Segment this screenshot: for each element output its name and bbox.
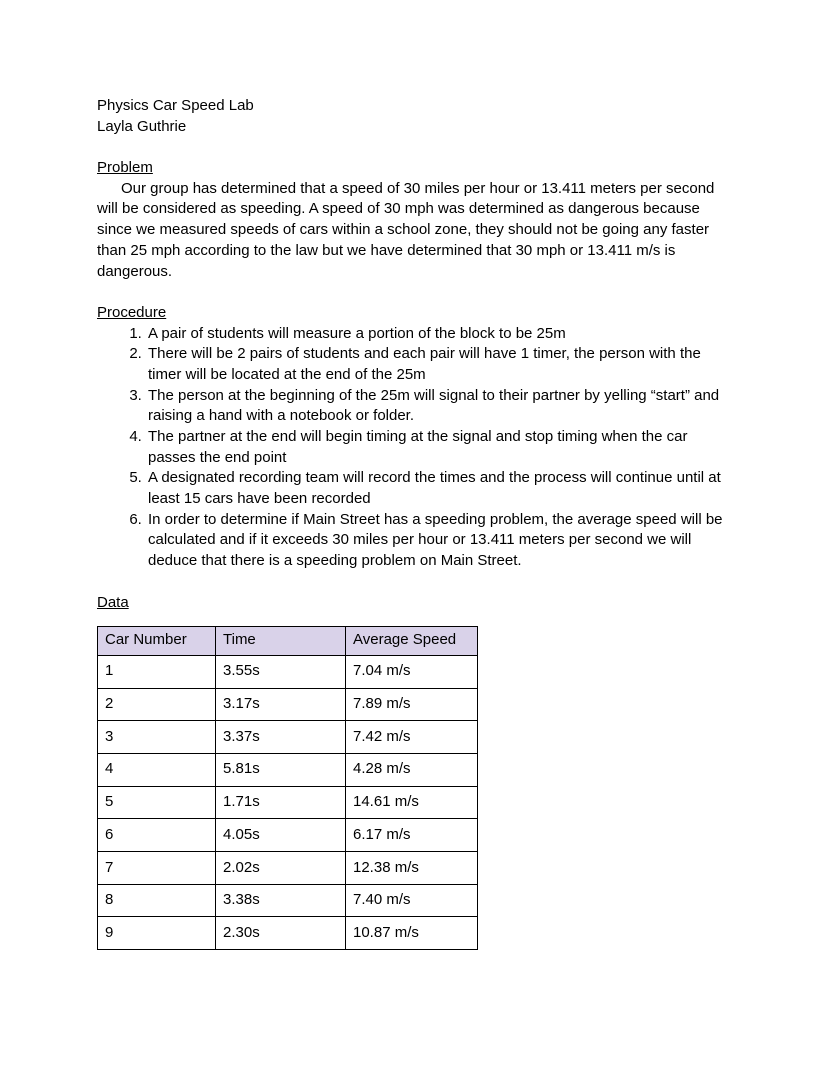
procedure-step-4: 4. The partner at the end will begin timing at the signal and stop timing when the car passes the end point — [146, 427, 730, 468]
doc-title: Physics Car Speed Lab — [97, 97, 254, 114]
table-cell-time: 4.05s — [216, 819, 346, 852]
procedure-step-3: 3. The person at the beginning of the 25m will signal to their partner by yelling “start” and raising a hand with a notebook or folder. — [146, 386, 730, 427]
table-row — [98, 852, 478, 885]
table-row — [98, 688, 478, 721]
table-cell-time: 3.55s — [216, 655, 346, 688]
doc-author: Layla Guthrie — [97, 117, 187, 135]
data-table — [97, 626, 478, 950]
table-cell-average-speed: 7.40 m/s — [346, 884, 478, 917]
table-cell-time: 5.81s — [216, 753, 346, 786]
table-row — [98, 721, 478, 754]
data-table-header-row — [98, 627, 478, 656]
procedure-step-5: 5. A designated recording team will record the times and the process will continue until at least 15 cars have been recorded — [146, 468, 730, 509]
table-cell-car-number: 7 — [98, 852, 216, 885]
table-header-average-speed: Average Speed — [346, 627, 478, 656]
table-cell-average-speed: 7.89 m/s — [346, 688, 478, 721]
table-cell-time: 1.71s — [216, 786, 346, 819]
table-cell-time: 2.30s — [216, 917, 346, 950]
table-cell-car-number: 5 — [98, 786, 216, 819]
table-cell-car-number: 8 — [98, 884, 216, 917]
procedure-step-1: 1. A pair of students will measure a portion of the block to be 25m — [146, 324, 730, 345]
table-cell-average-speed: 7.04 m/s — [346, 655, 478, 688]
table-header-time: Time — [216, 627, 346, 656]
table-cell-time: 2.02s — [216, 852, 346, 885]
table-cell-car-number: 6 — [98, 819, 216, 852]
procedure-heading: Procedure — [97, 303, 167, 321]
table-cell-car-number: 9 — [98, 917, 216, 950]
problem-paragraph: Our group has determined that a speed of 30 miles per hour or 13.411 meters per second will be considered as speeding. A speed of 30 mph was determined as dangerous because since we measured speeds of cars within a school zone, they should not be going any faster than 25 mph according to the law but we have determined that 30 mph or 13.411 m/s is dangerous. — [97, 179, 715, 280]
table-cell-average-speed: 12.38 m/s — [346, 852, 478, 885]
table-cell-average-speed: 4.28 m/s — [346, 753, 478, 786]
table-row — [98, 884, 478, 917]
procedure-list — [97, 324, 730, 572]
table-cell-time: 3.37s — [216, 721, 346, 754]
table-cell-car-number: 4 — [98, 753, 216, 786]
problem-heading: Problem — [97, 159, 153, 177]
table-cell-time: 3.38s — [216, 884, 346, 917]
table-row — [98, 917, 478, 950]
table-row — [98, 819, 478, 852]
table-cell-average-speed: 14.61 m/s — [346, 786, 478, 819]
table-row — [98, 786, 478, 819]
table-cell-average-speed: 10.87 m/s — [346, 917, 478, 950]
table-cell-car-number: 2 — [98, 688, 216, 721]
table-cell-time: 3.17s — [216, 688, 346, 721]
table-cell-average-speed: 7.42 m/s — [346, 721, 478, 754]
procedure-step-6: 6. In order to determine if Main Street has a speeding problem, the average speed will be calculated and if it exceeds 30 miles per hour or 13.411 meters per second we will deduce that there is a speeding problem on Main Street. — [146, 510, 730, 572]
data-heading: Data — [97, 593, 129, 611]
table-cell-average-speed: 6.17 m/s — [346, 819, 478, 852]
procedure-step-2: 2. There will be 2 pairs of students and each pair will have 1 timer, the person with the timer will be located at the end of the 25m — [146, 344, 730, 385]
table-cell-car-number: 3 — [98, 721, 216, 754]
table-header-car-number: Car Number — [98, 627, 216, 656]
table-cell-car-number: 1 — [98, 655, 216, 688]
table-row — [98, 753, 478, 786]
table-row — [98, 655, 478, 688]
